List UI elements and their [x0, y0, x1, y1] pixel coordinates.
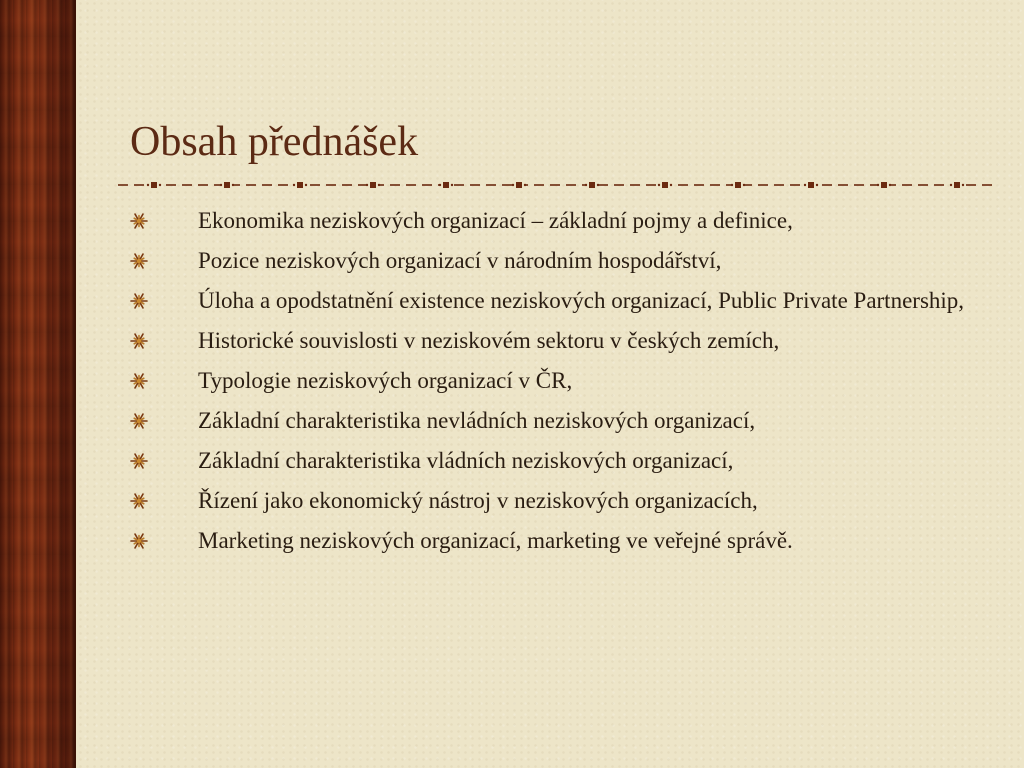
- list-item: [130, 204, 990, 237]
- list-item-text: Typologie neziskových organizací v ČR,: [198, 368, 573, 393]
- list-item-text: Úloha a opodstatnění existence neziskových organizací, Public Private Partnership,: [198, 288, 965, 313]
- list-item: [130, 484, 990, 517]
- list-item-text: Základní charakteristika vládních neziskových organizací,: [198, 448, 734, 473]
- starburst-bullet-icon: [130, 452, 148, 470]
- bullet-list: [130, 204, 990, 564]
- list-item: [130, 404, 990, 437]
- list-item: [130, 524, 990, 557]
- list-item: [130, 444, 990, 477]
- starburst-bullet-icon: [130, 212, 148, 230]
- list-item: [130, 364, 990, 397]
- list-item-text: Marketing neziskových organizací, marketing ve veřejné správě.: [198, 528, 793, 553]
- wood-strip-decoration: [0, 0, 76, 768]
- starburst-bullet-icon: [130, 252, 148, 270]
- starburst-bullet-icon: [130, 532, 148, 550]
- starburst-bullet-icon: [130, 412, 148, 430]
- starburst-bullet-icon: [130, 372, 148, 390]
- starburst-bullet-icon: [130, 292, 148, 310]
- list-item-text: Ekonomika neziskových organizací – základní pojmy a definice,: [198, 208, 793, 233]
- list-item: [130, 284, 990, 317]
- starburst-bullet-icon: [130, 332, 148, 350]
- list-item-text: Základní charakteristika nevládních neziskových organizací,: [198, 408, 756, 433]
- list-item: [130, 244, 990, 277]
- slide-title: Obsah přednášek: [130, 119, 419, 165]
- ornamental-divider: [118, 176, 992, 194]
- list-item-text: Historické souvislosti v neziskovém sektoru v českých zemích,: [198, 328, 780, 353]
- list-item-text: Pozice neziskových organizací v národním hospodářství,: [198, 248, 722, 273]
- list-item: [130, 324, 990, 357]
- starburst-bullet-icon: [130, 492, 148, 510]
- list-item-text: Řízení jako ekonomický nástroj v neziskových organizacích,: [198, 488, 758, 513]
